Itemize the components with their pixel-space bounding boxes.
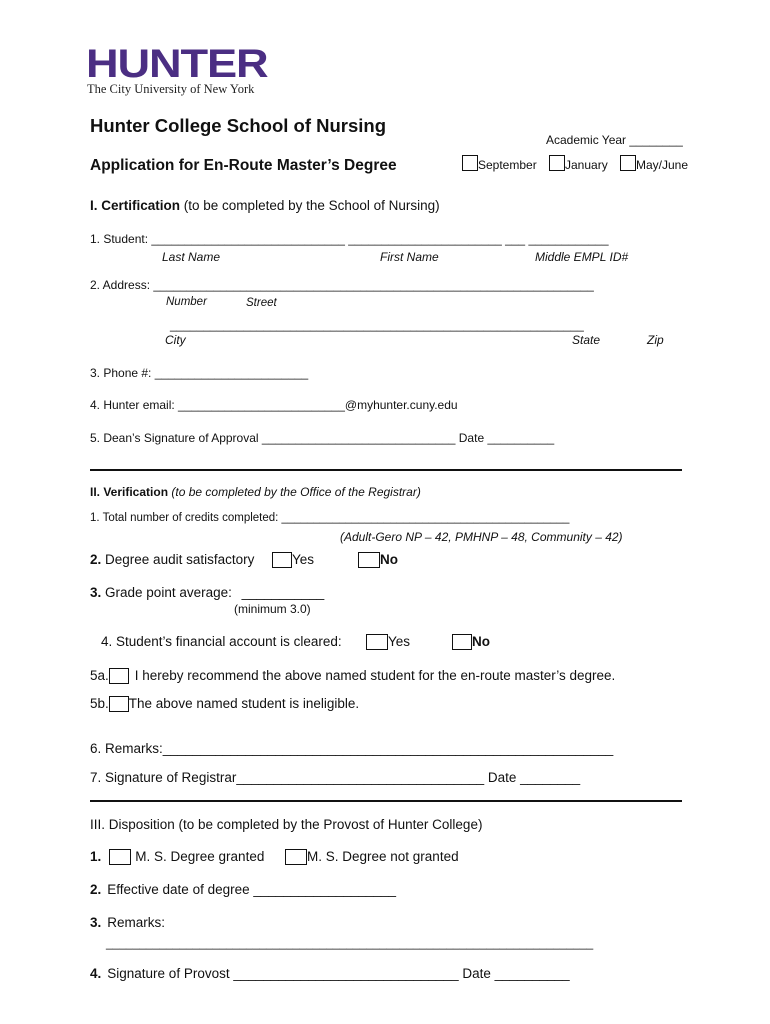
degree-audit-yes-checkbox[interactable] bbox=[272, 552, 292, 568]
gpa-row[interactable] bbox=[90, 585, 324, 600]
form-subtitle: Application for En-Route Master’s Degree bbox=[90, 157, 397, 174]
disposition-number-1: 1. bbox=[90, 849, 102, 864]
section-divider-2 bbox=[90, 800, 682, 802]
phone-field[interactable]: 3. Phone #: _______________________ bbox=[90, 366, 309, 380]
effective-date-row[interactable] bbox=[90, 882, 396, 897]
recommend-checkbox[interactable] bbox=[109, 668, 129, 684]
email-domain: @myhunter.cuny.edu bbox=[344, 398, 458, 412]
gpa-label: Grade point average: bbox=[105, 585, 232, 600]
term-january-label: January bbox=[565, 158, 608, 172]
recommend-row[interactable] bbox=[90, 668, 615, 684]
degree-audit-yes-label: Yes bbox=[292, 552, 315, 567]
recommend-prefix: 5a. bbox=[90, 668, 109, 683]
gpa-blank[interactable]: ___________ bbox=[241, 585, 325, 600]
hunter-email-field[interactable] bbox=[90, 398, 458, 412]
financial-no-checkbox[interactable] bbox=[452, 634, 472, 650]
disposition-number-3: 3. bbox=[90, 915, 102, 930]
section2-heading-line bbox=[90, 485, 421, 499]
section1-heading: I. Certification bbox=[90, 198, 181, 213]
ineligible-row[interactable] bbox=[90, 696, 359, 712]
financial-yes-checkbox[interactable] bbox=[366, 634, 388, 650]
state-label: State bbox=[572, 333, 601, 347]
disposition-number-4: 4. bbox=[90, 966, 102, 981]
degree-audit-no-checkbox[interactable] bbox=[358, 552, 380, 568]
first-name-label: First Name bbox=[380, 250, 439, 264]
term-may-june-checkbox[interactable] bbox=[620, 155, 636, 171]
financial-no-label: No bbox=[472, 634, 490, 649]
last-name-label: Last Name bbox=[162, 250, 221, 264]
degree-granted-checkbox[interactable] bbox=[109, 849, 131, 865]
financial-label: 4. Student’s financial account is cleared: bbox=[101, 634, 342, 649]
address-field[interactable]: 2. Address: __________________________________________________________________ bbox=[90, 278, 594, 292]
credits-note: (Adult-Gero NP – 42, PMHNP – 48, Community – 42) bbox=[340, 530, 623, 544]
term-september-option[interactable] bbox=[462, 155, 537, 172]
email-label: 4. Hunter email: _________________________ bbox=[90, 398, 345, 412]
provost-signature-row[interactable] bbox=[90, 966, 570, 981]
section2-note: (to be completed by the Office of the Registrar) bbox=[171, 485, 421, 499]
effective-date-field[interactable]: Effective date of degree ___________________ bbox=[107, 882, 397, 897]
degree-audit-yes-option[interactable] bbox=[272, 552, 314, 568]
degree-audit-number: 2. bbox=[90, 552, 102, 567]
gpa-number: 3. bbox=[90, 585, 102, 600]
degree-not-granted-option[interactable] bbox=[285, 849, 459, 865]
credits-field[interactable]: 1. Total number of credits completed: _____________________________________________ bbox=[90, 512, 570, 524]
financial-yes-label: Yes bbox=[388, 634, 411, 649]
address-line2-field[interactable]: ______________________________________________________________ bbox=[170, 318, 584, 332]
section-divider-1 bbox=[90, 469, 682, 471]
term-january-option[interactable] bbox=[549, 155, 608, 172]
middle-empl-label: Middle EMPL ID# bbox=[535, 250, 629, 264]
disposition-number-2: 2. bbox=[90, 882, 102, 897]
academic-year-field[interactable]: Academic Year ________ bbox=[546, 133, 683, 147]
section1-note: (to be completed by the School of Nursing) bbox=[183, 198, 440, 213]
provost-signature-field[interactable]: Signature of Provost ______________________________ Date __________ bbox=[107, 966, 570, 981]
degree-audit-label: Degree audit satisfactory bbox=[105, 552, 255, 567]
number-label: Number bbox=[166, 296, 207, 308]
zip-label: Zip bbox=[647, 333, 664, 347]
city-label: City bbox=[165, 333, 186, 347]
financial-no-option[interactable] bbox=[452, 634, 490, 650]
ineligible-prefix: 5b. bbox=[90, 696, 109, 711]
provost-remarks-field[interactable]: _________________________________________________________________________ bbox=[106, 936, 594, 950]
logo-subtitle: The City University of New York bbox=[87, 82, 255, 96]
dean-signature-field[interactable]: 5. Dean’s Signature of Approval _____________________________ Date __________ bbox=[90, 431, 555, 445]
term-may-june-option[interactable] bbox=[620, 155, 688, 172]
ineligible-checkbox[interactable] bbox=[109, 696, 129, 712]
provost-remarks-label: Remarks: bbox=[107, 915, 166, 930]
ineligible-text: The above named student is ineligible. bbox=[128, 696, 360, 711]
section2-heading: II. Verification bbox=[90, 485, 169, 499]
section1-heading-line bbox=[90, 198, 440, 213]
degree-audit-row bbox=[90, 552, 254, 567]
financial-yes-option[interactable] bbox=[366, 634, 410, 650]
section3-heading: III. Disposition (to be completed by the Provost of Hunter College) bbox=[90, 817, 483, 832]
registrar-remarks-field[interactable]: 6. Remarks:____________________________________________________________ bbox=[90, 741, 614, 756]
term-september-label: September bbox=[478, 158, 537, 172]
term-september-checkbox[interactable] bbox=[462, 155, 478, 171]
page-title: Hunter College School of Nursing bbox=[90, 115, 387, 136]
gpa-minimum: (minimum 3.0) bbox=[234, 602, 311, 616]
registrar-signature-field[interactable]: 7. Signature of Registrar_________________________________ Date ________ bbox=[90, 770, 581, 785]
street-label: Street bbox=[246, 297, 277, 309]
provost-remarks-label-row bbox=[90, 915, 165, 930]
degree-granted-label: M. S. Degree granted bbox=[135, 849, 265, 864]
degree-not-granted-label: M. S. Degree not granted bbox=[307, 849, 459, 864]
term-may-june-label: May/June bbox=[636, 158, 689, 172]
degree-audit-no-label: No bbox=[380, 552, 398, 567]
degree-not-granted-checkbox[interactable] bbox=[285, 849, 307, 865]
hunter-logo: HUNTER bbox=[86, 42, 268, 86]
degree-granted-row[interactable] bbox=[90, 849, 264, 865]
recommend-text: I hereby recommend the above named student for the en-route master’s degree. bbox=[134, 668, 616, 683]
degree-audit-no-option[interactable] bbox=[358, 552, 398, 568]
student-field[interactable]: 1. Student: _____________________________ _______________________ ___ ____________ bbox=[90, 232, 609, 246]
term-january-checkbox[interactable] bbox=[549, 155, 565, 171]
